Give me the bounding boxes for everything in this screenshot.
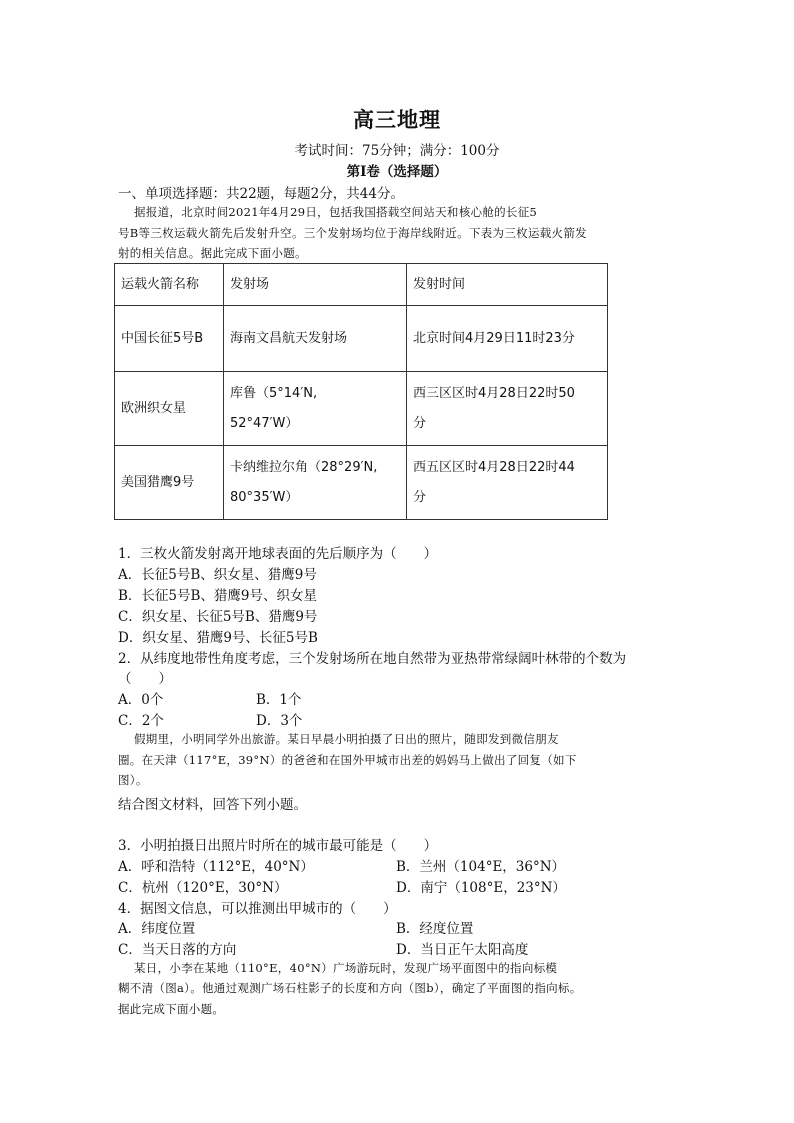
passage3-line1: 某日，小李在某地（110°E，40°N）广场游玩时，发现广场平面图中的指向标模 — [134, 961, 558, 975]
passage1-line3: 射的相关信息。据此完成下面小题。 — [118, 246, 307, 260]
launch-site-text: 海南文昌航天发射场 — [230, 330, 348, 346]
q1-option-a: A．长征5号B、织女星、猎鹰9号 — [118, 567, 317, 583]
q1-option-d: D．织女星、猎鹰9号、长征5号B — [118, 630, 318, 646]
q4-stem: 4．据图文信息，可以推测出甲城市的（ ） — [118, 901, 397, 917]
rocket-name-cell: 美国猎鹰9号 — [115, 446, 224, 520]
q4-option-c: C．当天日落的方向 — [118, 942, 237, 958]
passage1-line1: 据报道，北京时间2021年4月29日，包括我国搭载空间站天和核心舱的长征5 — [134, 205, 538, 219]
q4-option-d: D．当日正午太阳高度 — [396, 942, 529, 958]
q3-stem: 3．小明拍摄日出照片时所在的城市最可能是（ ） — [118, 838, 438, 854]
q3-option-d: D．南宁（108°E，23°N） — [396, 880, 566, 896]
launch-time-cell — [407, 446, 608, 520]
exam-info: 考试时间：75分钟；满分：100分 — [294, 143, 500, 159]
passage2-line1: 假期里，小明同学外出旅游。某日早晨小明拍摄了日出的照片，随即发到微信朋友 — [134, 732, 559, 746]
q2-paren: （ ） — [118, 671, 172, 687]
launch-time-cell — [407, 306, 608, 372]
passage3-line3: 据此完成下面小题。 — [118, 1002, 225, 1016]
q4-option-a: A．纬度位置 — [118, 921, 196, 937]
passage3-line2: 糊不清（图a）。他通过观测广场石柱影子的长度和方向（图b），确定了平面图的指向标。 — [118, 981, 582, 995]
passage1-line2: 号B等三枚运载火箭先后发射升空。三个发射场均位于海岸线附近。下表为三枚运载火箭发 — [118, 226, 587, 240]
launch-site-line1: 卡纳维拉尔角（28°29′N, — [230, 459, 378, 475]
table-header-row — [115, 264, 608, 306]
header-rocket-name: 运载火箭名称 — [115, 264, 224, 306]
launch-time-cell — [407, 372, 608, 446]
q2-option-a: A．0个 — [118, 692, 164, 708]
passage2-instruction: 结合图文材料，回答下列小题。 — [118, 797, 307, 813]
q2-option-c: C．2个 — [118, 713, 164, 729]
table-row — [115, 306, 608, 372]
table-row — [115, 372, 608, 446]
q1-option-c: C．织女星、长征5号B、猎鹰9号 — [118, 609, 318, 625]
launch-site-line2: 80°35′W） — [230, 489, 299, 505]
launch-site-cell — [224, 446, 407, 520]
launch-time-line2: 分 — [413, 489, 427, 505]
q1-stem: 1．三枚火箭发射离开地球表面的先后顺序为（ ） — [118, 546, 438, 562]
rocket-name-cell: 欧洲织女星 — [115, 372, 224, 446]
page-title: 高三地理 — [353, 107, 441, 132]
volume-heading: 第I卷（选择题） — [346, 164, 448, 180]
header-launch-time: 发射时间 — [407, 264, 608, 306]
q1-option-b: B．长征5号B、猎鹰9号、织女星 — [118, 588, 318, 604]
q2-option-b: B．1个 — [256, 692, 302, 708]
q3-option-a: A．呼和浩特（112°E，40°N） — [118, 859, 314, 875]
launch-time-line1: 西五区区时4月28日22时44 — [413, 459, 575, 475]
q4-option-b: B．经度位置 — [396, 921, 474, 937]
rocket-launch-table — [114, 263, 608, 520]
q3-option-c: C．杭州（120°E，30°N） — [118, 880, 288, 896]
table-row — [115, 446, 608, 520]
section-heading: 一、单项选择题：共22题，每题2分，共44分。 — [118, 186, 404, 202]
passage2-line3: 图）。 — [118, 773, 148, 787]
launch-site-cell — [224, 306, 407, 372]
q3-option-b: B．兰州（104°E，36°N） — [396, 859, 566, 875]
q2-option-d: D．3个 — [256, 713, 303, 729]
launch-site-cell — [224, 372, 407, 446]
rocket-name-cell: 中国长征5号B — [115, 306, 224, 372]
launch-time-line2: 分 — [413, 415, 427, 431]
header-launch-site: 发射场 — [224, 264, 407, 306]
passage2-line2: 圈。在天津（117°E，39°N）的爸爸和在国外甲城市出差的妈妈马上做出了回复（如下 — [118, 753, 577, 767]
q2-stem: 2．从纬度地带性角度考虑，三个发射场所在地自然带为亚热带常绿阔叶林带的个数为 — [118, 651, 627, 667]
launch-site-line2: 52°47′W） — [230, 415, 299, 431]
launch-site-line1: 库鲁（5°14′N, — [230, 385, 318, 401]
launch-time-line1: 西三区区时4月28日22时50 — [413, 385, 575, 401]
launch-time-text: 北京时间4月29日11时23分 — [413, 330, 575, 346]
